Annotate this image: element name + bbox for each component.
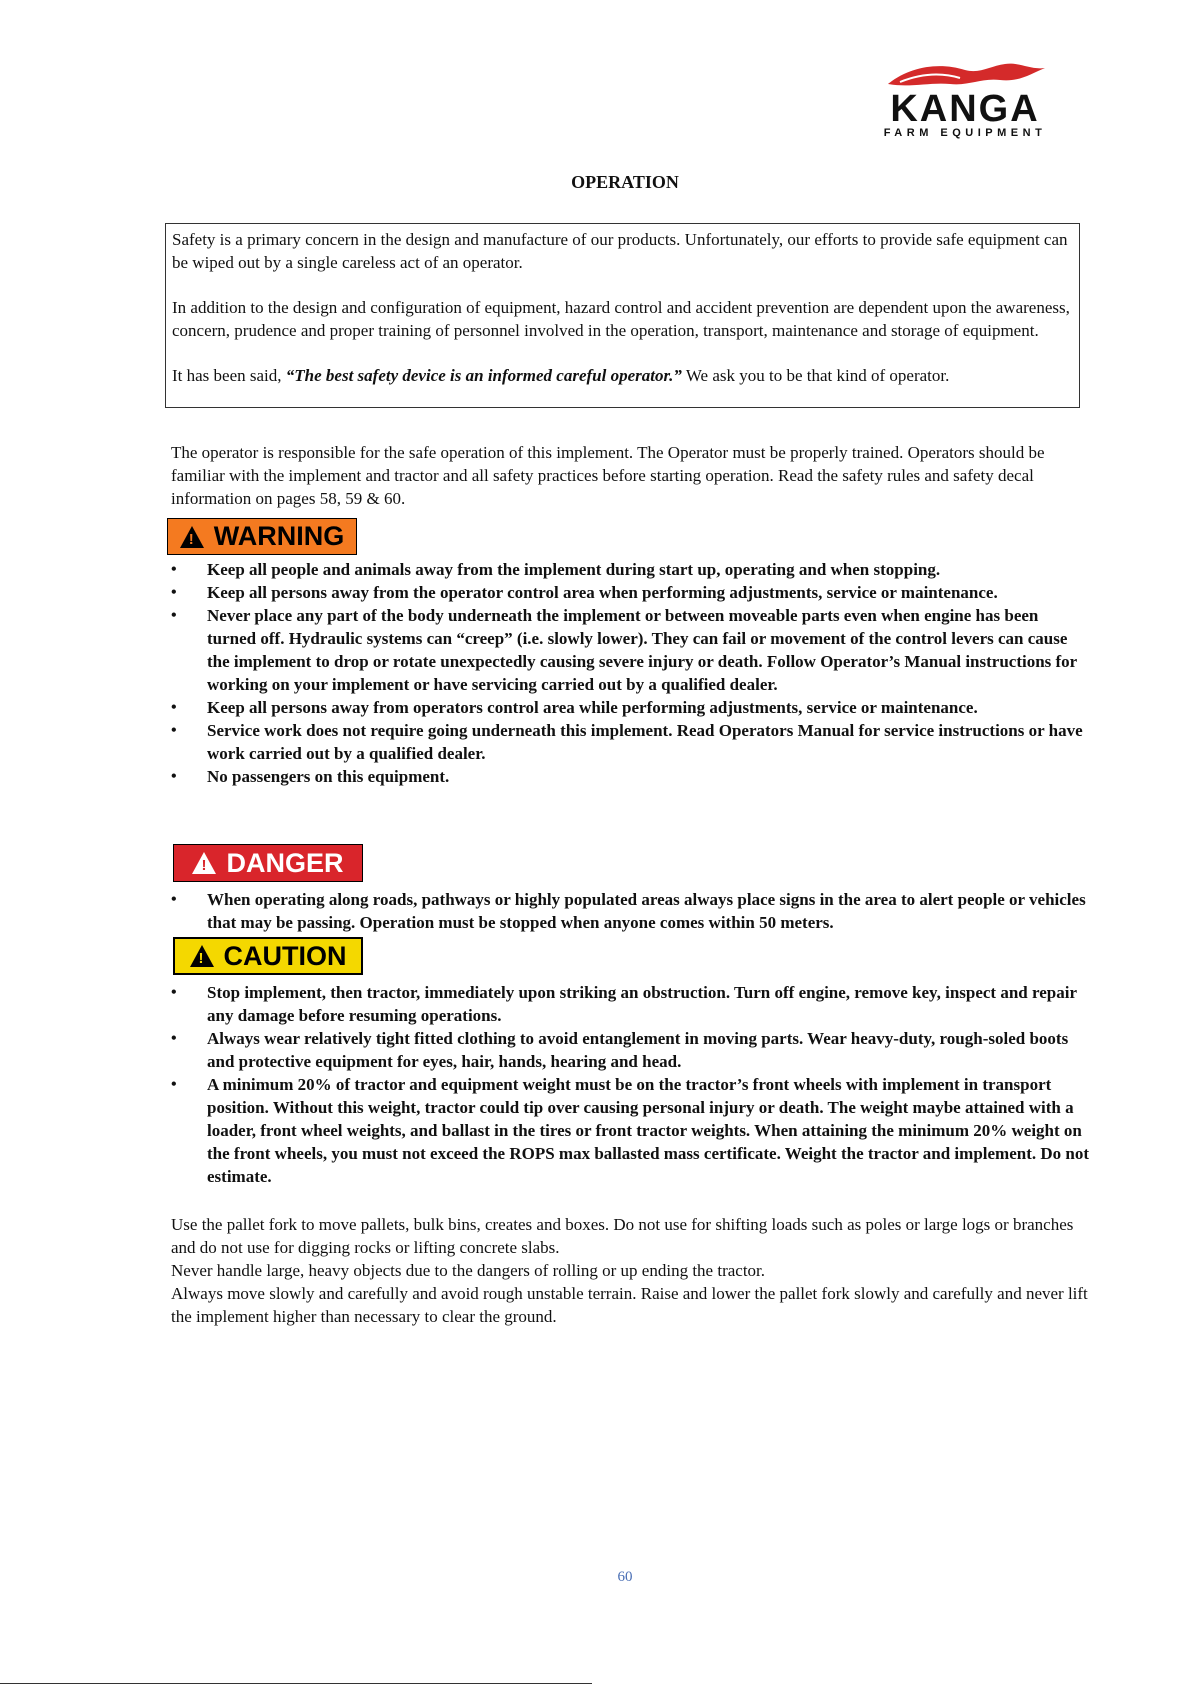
operator-responsibility-text: The operator is responsible for the safe operation of this implement. The Operator must be properly trained. Operators should be familiar with the implement and tractor and all safety practices before starting operation. Read the safety rules and safety decal information on pages 58, 59 & 60. [171, 443, 1045, 508]
box-quote: “The best safety device is an informed careful operator.” [285, 366, 682, 385]
closing-line-2: Never handle large, heavy objects due to the dangers of rolling or up ending the tractor. [171, 1261, 766, 1280]
list-item: • Stop implement, then tractor, immediately upon striking an obstruction. Turn off engine, remove key, inspect and repair any damage before resuming operations. [171, 981, 1091, 1027]
list-item: • Always wear relatively tight fitted clothing to avoid entanglement in moving parts. Wear heavy-duty, rough-soled boots and protective equipment for eyes, hair, hands, hearing and head. [171, 1027, 1091, 1073]
danger-label [173, 844, 363, 882]
caution-triangle-icon: ! [190, 945, 214, 967]
page-number: 60 [617, 1569, 633, 1585]
list-item: • When operating along roads, pathways or highly populated areas always place signs in the area to alert people or vehicles that may be passing. Operation must be stopped when anyone comes within 50 meters. [171, 888, 1091, 934]
list-item: • Never place any part of the body underneath the implement or between moveable parts even when engine has been turned off. Hydraulic systems can “creep” (i.e. slowly lower). They can fail or movement of the control levers can cause the implement to drop or rotate unexpectedly causing severe injury or death. Follow Operator’s Manual instructions for working on your implement or have servicing carried out by a qualified dealer. [171, 604, 1091, 696]
caution-label [173, 937, 363, 975]
box-p3-before: It has been said, [172, 366, 286, 385]
list-item: • Keep all people and animals away from the implement during start up, operating and when stopping. [171, 558, 1091, 581]
pallet-fork-instructions [171, 1213, 1091, 1328]
caution-list [171, 981, 1091, 1188]
danger-triangle-icon: ! [192, 852, 216, 874]
logo-tagline: FARM EQUIPMENT [883, 127, 1047, 139]
list-item: • Service work does not require going underneath this implement. Read Operators Manual for service instructions or have work carried out by a qualified dealer. [171, 719, 1091, 765]
danger-label-text: DANGER [226, 847, 344, 878]
list-item: • Keep all persons away from the operator control area when performing adjustments, service or maintenance. [171, 581, 1091, 604]
caution-label-text: CAUTION [223, 940, 347, 971]
warning-label [167, 518, 357, 555]
warning-list [171, 558, 1091, 788]
page-title: OPERATION [571, 172, 679, 192]
list-item: • No passengers on this equipment. [171, 765, 1091, 788]
box-p3-after: We ask you to be that kind of operator. [681, 366, 950, 385]
warning-label-text: WARNING [213, 521, 345, 551]
closing-line-1: Use the pallet fork to move pallets, bulk bins, creates and boxes. Do not use for shifting loads such as poles or large logs or branches and do not use for digging rocks or lifting concrete slabs. [171, 1215, 1074, 1257]
list-item: • Keep all persons away from operators control area while performing adjustments, service or maintenance. [171, 696, 1091, 719]
closing-line-3: Always move slowly and carefully and avoid rough unstable terrain. Raise and lower the pallet fork slowly and carefully and never lift the implement higher than necessary to clear the ground. [171, 1284, 1088, 1326]
list-item: • A minimum 20% of tractor and equipment weight must be on the tractor’s front wheels with implement in transport position. Without this weight, tractor could tip over causing personal injury or death. The weight maybe attained with a loader, front wheel weights, and ballast in the tires or front tractor weights. When attaining the minimum 20% weight on the front wheels, you must not exceed the ROPS max ballasted mass certificate. Weight the tractor and implement. Do not estimate. [171, 1073, 1091, 1188]
warning-triangle-icon: ! [180, 526, 204, 548]
box-paragraph-2: In addition to the design and configuration of equipment, hazard control and accident prevention are dependent upon the awareness, concern, prudence and proper training of personnel involved in the operation, transport, maintenance and storage of equipment. [172, 298, 1070, 340]
footer-divider [0, 1683, 592, 1684]
box-paragraph-1: Safety is a primary concern in the design and manufacture of our products. Unfortunately, our efforts to provide safe equipment can be wiped out by a single careless act of an operator. [172, 230, 1068, 272]
kanga-logo [870, 60, 1060, 142]
box-paragraph-3 [172, 364, 1073, 387]
danger-list [171, 888, 1091, 934]
safety-intro-box [165, 223, 1080, 408]
logo-brand: KANGA [890, 88, 1040, 130]
